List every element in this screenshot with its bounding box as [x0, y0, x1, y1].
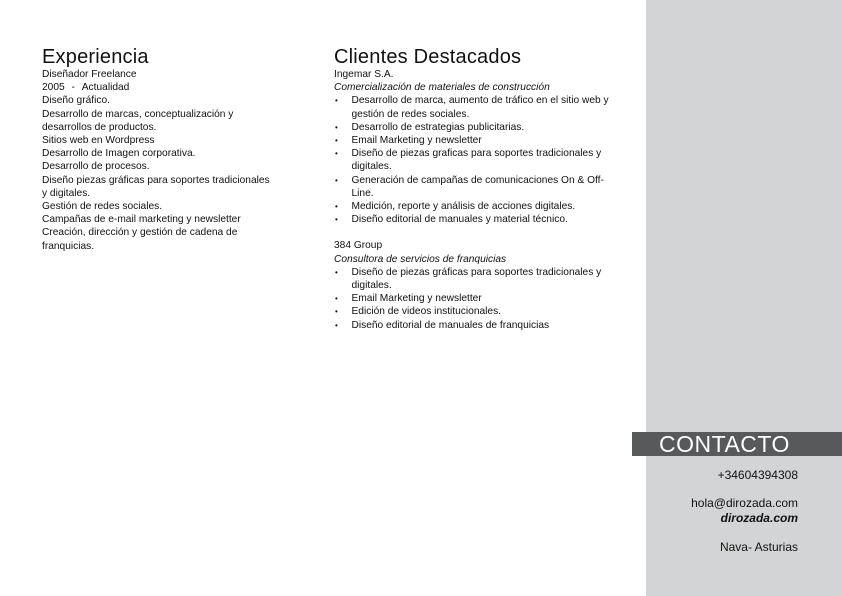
- client-bullet: • Email Marketing y newsletter: [334, 292, 616, 305]
- spacer: [334, 226, 616, 239]
- client-bullet: • Edición de videos institucionales.: [334, 305, 616, 318]
- years-separator: -: [71, 82, 75, 94]
- contact-phone[interactable]: +34604394308: [717, 468, 798, 482]
- contact-email[interactable]: hola@dirozada.com: [691, 496, 798, 510]
- contact-location: Nava- Asturias: [719, 540, 798, 554]
- experience-item: Campañas de e-mail marketing y newsletter: [42, 214, 241, 226]
- client-sector: Comercialización de materiales de construcción: [334, 82, 550, 94]
- clients-section: [334, 47, 616, 332]
- experience-item: Gestión de redes sociales.: [42, 201, 163, 213]
- client-name: 384 Group: [334, 240, 383, 252]
- client-name: Ingemar S.A.: [334, 69, 394, 80]
- client-bullet: • Generación de campañas de comunicaciones On & Off-Line.: [334, 174, 616, 200]
- client-bullet: • Diseño editorial de manuales y material técnico.: [334, 213, 616, 226]
- experience-item: Diseño piezas gráficas para soportes tradicionales: [42, 174, 270, 186]
- contact-heading: CONTACTO: [659, 431, 790, 457]
- client-bullet: • Diseño de piezas graficas para soportes tradicionales y digitales.: [334, 147, 616, 173]
- client-384-group: [334, 239, 616, 331]
- experience-item: desarrollos de productos.: [42, 121, 157, 133]
- experience-item: Desarrollo de Imagen corporativa.: [42, 148, 196, 160]
- experience-role: Diseñador Freelance: [42, 69, 137, 80]
- client-bullet: • Desarrollo de marca, aumento de tráfico en el sitio web y gestión de redes sociales.: [334, 94, 616, 120]
- client-bullet: • Desarrollo de estrategias publicitarias.: [334, 121, 616, 134]
- client-ingemar: [334, 68, 616, 226]
- experience-item: Desarrollo de procesos.: [42, 161, 150, 173]
- experience-item: Sitios web en Wordpress: [42, 135, 155, 147]
- experience-heading: Experiencia: [42, 46, 149, 68]
- years-end: Actualidad: [81, 82, 130, 94]
- client-bullet: • Diseño de piezas gráficas para soportes tradicionales y digitales.: [334, 266, 616, 292]
- clients-heading: Clientes Destacados: [334, 46, 522, 68]
- experience-item: Creación, dirección y gestión de cadena de: [42, 227, 238, 239]
- experience-item: y digitales.: [42, 187, 91, 199]
- client-bullet-list: [334, 266, 616, 332]
- client-bullet: • Medición, reporte y análisis de acciones digitales.: [334, 200, 616, 213]
- client-bullet: • Diseño editorial de manuales de franquicias: [334, 319, 616, 332]
- client-bullet: • Email Marketing y newsletter: [334, 134, 616, 147]
- years-start: 2005: [42, 82, 65, 94]
- client-sector: Consultora de servicios de franquicias: [334, 253, 507, 265]
- client-bullet-list: [334, 94, 616, 226]
- experience-years: [42, 81, 327, 94]
- experience-item: franquicias.: [42, 240, 95, 252]
- contact-website[interactable]: dirozada.com: [720, 511, 798, 525]
- contact-header-bar: [632, 432, 842, 456]
- experience-item: Diseño gráfico.: [42, 95, 110, 107]
- experience-section: [42, 47, 327, 253]
- experience-item: Desarrollo de marcas, conceptualización y: [42, 108, 234, 120]
